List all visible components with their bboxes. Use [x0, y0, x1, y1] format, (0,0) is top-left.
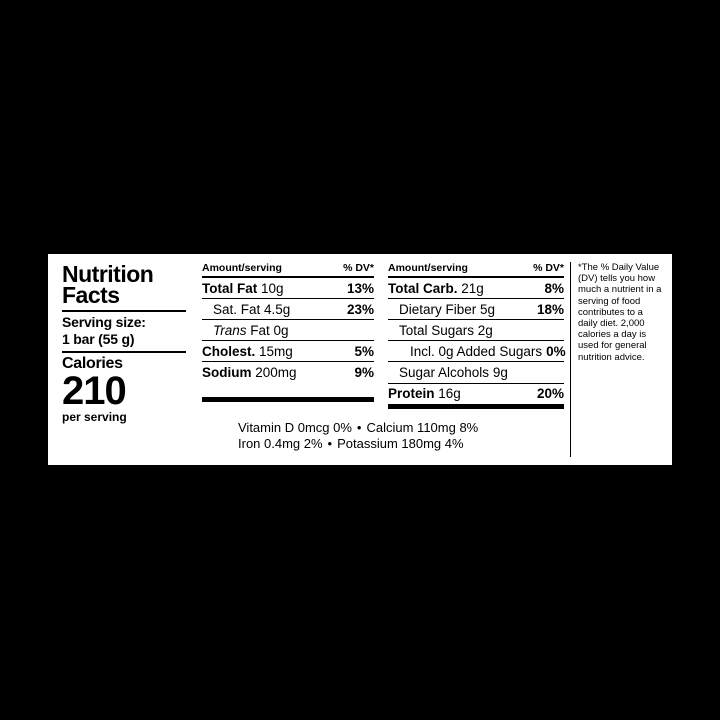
calcium-entry: Calcium 110mg 8%	[366, 420, 479, 435]
nutrient-row	[202, 340, 374, 361]
nutrient-label: Sugar Alcohols	[399, 364, 490, 380]
nutrient-daily-value: 18%	[536, 301, 564, 317]
nutrient-amount: 200mg	[251, 364, 297, 380]
title-line-2: Facts	[62, 282, 120, 309]
nutrient-daily-value: 23%	[346, 301, 374, 317]
nutrient-label: Total Fat	[202, 280, 258, 296]
nutrient-name	[388, 344, 542, 359]
nutrient-label: Incl. 0g Added Sugars	[410, 343, 543, 359]
nutrient-label: Dietary Fiber	[399, 301, 477, 317]
nutrient-row	[202, 361, 374, 382]
nutrient-amount: 15mg	[255, 343, 293, 359]
nutrient-row	[388, 276, 564, 298]
nutrient-name	[202, 344, 293, 359]
vitamin-d-entry: Vitamin D 0mcg 0%	[238, 420, 352, 435]
nutrient-row	[388, 383, 564, 404]
nutrient-row	[202, 298, 374, 319]
nutrient-amount: Fat 0g	[246, 322, 289, 338]
nutrient-row	[202, 276, 374, 298]
nutrient-name	[388, 302, 495, 317]
nutrient-amount: 10g	[257, 280, 284, 296]
bullet-separator-icon-2: •	[327, 436, 333, 452]
nutrient-label: Cholest.	[202, 343, 256, 359]
column-1-header	[202, 262, 374, 276]
nutrient-name	[388, 386, 461, 401]
column-1-bottom-rule	[202, 397, 374, 402]
column-2-bottom-rule	[388, 404, 564, 409]
nutrient-name	[202, 281, 284, 296]
nutrient-daily-value: 8%	[544, 280, 564, 296]
column-2-header	[388, 262, 564, 276]
nutrient-label: Sat. Fat	[213, 301, 261, 317]
column-2-header-amount: Amount/serving	[388, 262, 468, 274]
nutrient-row	[388, 361, 564, 382]
nutrient-daily-value: 0%	[546, 343, 566, 359]
calories-value: 210	[62, 368, 126, 413]
serving-size-label: Serving size:	[62, 314, 146, 331]
nutrient-amount: 4.5g	[260, 301, 291, 317]
nutrient-name	[202, 302, 290, 317]
daily-value-footnote: *The % Daily Value (DV) tells you how much a nutrient in a serving of food contributes to a daily diet. 2,000 calories a day is used for general nutrition advice.	[570, 262, 662, 457]
nutrient-row	[388, 340, 564, 361]
nutrient-amount: 16g	[434, 386, 461, 402]
nutrient-row	[388, 319, 564, 340]
nutrient-name	[388, 281, 484, 296]
bullet-separator-icon: •	[356, 420, 362, 435]
column-1-header-dv: % DV*	[343, 262, 374, 274]
calories-per-serving-note: per serving	[62, 409, 127, 424]
title-line-1: Nutrition	[62, 261, 154, 287]
nutrient-name	[388, 365, 508, 380]
nutrient-amount: 21g	[457, 280, 484, 296]
nutrition-summary-column	[62, 262, 194, 457]
divider-under-title	[62, 310, 186, 312]
nutrient-label: Trans	[213, 322, 247, 338]
iron-entry: Iron 0.4mg 2%	[238, 436, 323, 452]
serving-size-value: 1 bar (55 g)	[62, 330, 135, 347]
nutrient-daily-value: 20%	[536, 386, 564, 402]
nutrient-name	[202, 323, 289, 338]
nutrition-facts-title	[62, 261, 186, 309]
nutrient-column-2	[380, 262, 570, 457]
nutrient-label: Protein	[388, 386, 435, 402]
nutrient-label: Total Carb.	[388, 280, 458, 296]
nutrient-name	[202, 365, 297, 380]
nutrition-facts-panel	[48, 254, 672, 465]
nutrient-daily-value: 13%	[346, 280, 374, 296]
nutrient-daily-value: 5%	[354, 343, 374, 359]
nutrient-label: Sodium	[202, 364, 252, 380]
potassium-entry: Potassium 180mg 4%	[337, 436, 464, 452]
column-2-header-dv: % DV*	[533, 262, 564, 274]
nutrient-amount: 9g	[489, 364, 508, 380]
divider-under-serving	[62, 351, 186, 353]
nutrient-row	[388, 298, 564, 319]
nutrient-amount: 2g	[474, 322, 493, 338]
nutrient-name	[388, 323, 493, 338]
nutrient-column-1	[194, 262, 380, 457]
column-1-header-amount: Amount/serving	[202, 262, 282, 274]
nutrient-daily-value: 9%	[354, 364, 374, 380]
calories-label: Calories	[62, 355, 123, 373]
nutrient-row	[202, 319, 374, 340]
nutrient-label: Total Sugars	[399, 322, 475, 338]
nutrient-amount: 5g	[476, 301, 496, 317]
